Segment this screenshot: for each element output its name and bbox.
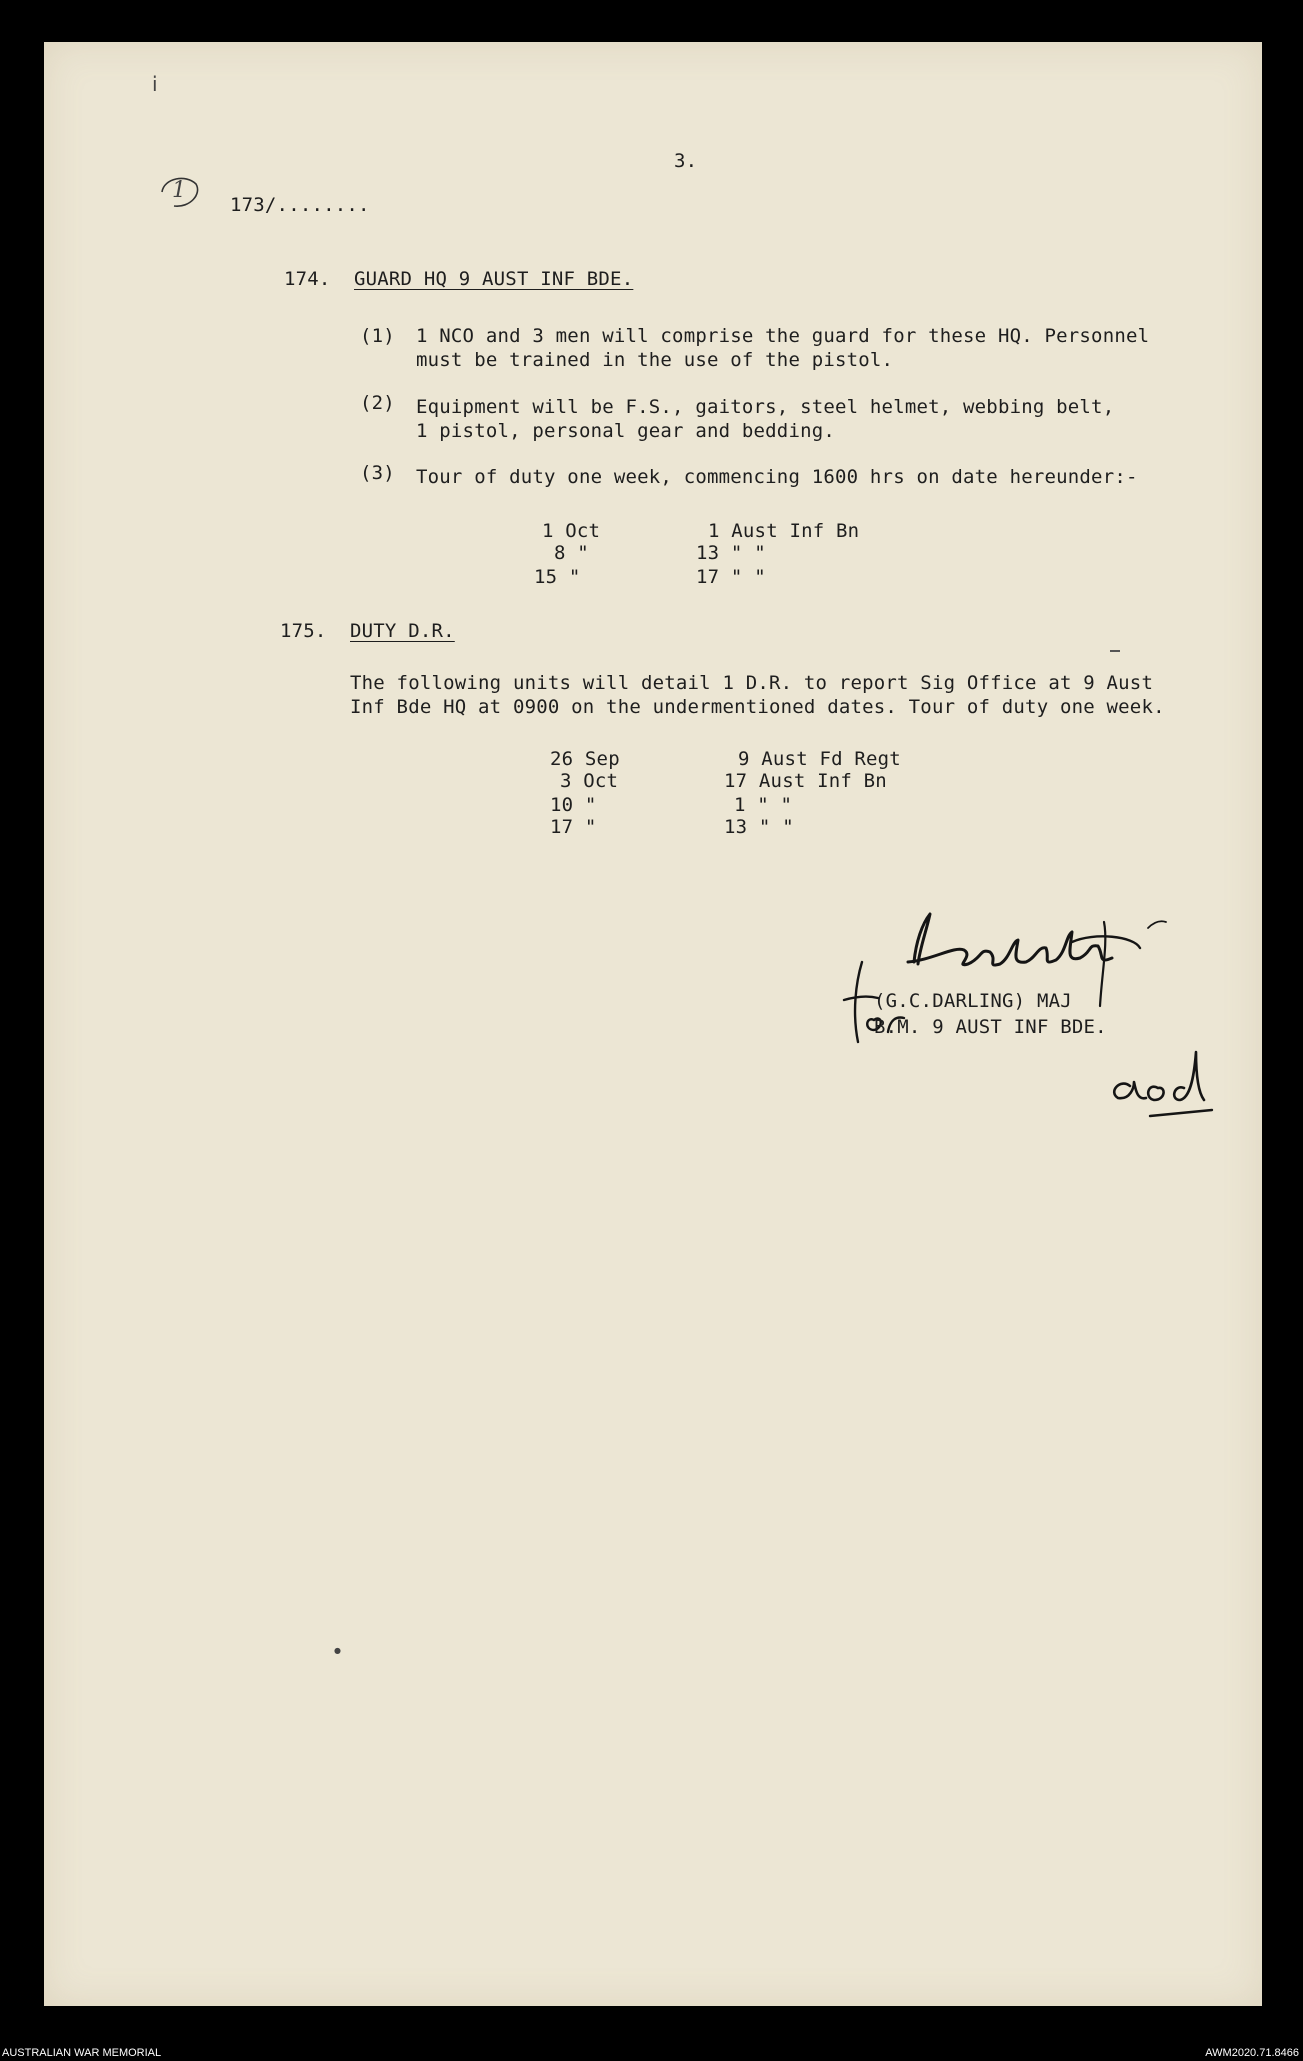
guard-roster-unit: 13 " " (696, 542, 766, 564)
item-2-label: (2) (360, 392, 395, 414)
item-3-label: (3) (360, 462, 395, 484)
stray-dash (1110, 650, 1120, 652)
dr-roster-date: 10 " (550, 794, 597, 816)
document-page (44, 42, 1262, 2006)
item-1-line-2: must be trained in the use of the pistol. (416, 349, 894, 371)
guard-roster-date: 8 " (554, 542, 589, 564)
item-3-line-1: Tour of duty one week, commencing 1600 hrs on date hereunder:- (416, 466, 1138, 488)
section-175-line-1: The following units will detail 1 D.R. to report Sig Office at 9 Aust (350, 672, 1154, 694)
section-175-heading: DUTY D.R. (350, 620, 455, 642)
item-1-label: (1) (360, 325, 395, 347)
dr-roster-date: 3 Oct (560, 770, 619, 792)
margin-tick: ⅰ (152, 72, 158, 96)
section-175-line-2: Inf Bde HQ at 0900 on the undermentioned dates. Tour of duty one week. (350, 696, 1165, 718)
signatory-title: B.M. 9 AUST INF BDE. (874, 1016, 1107, 1038)
footer-accession-number: AWM2020.71.8466 (1205, 2047, 1299, 2059)
margin-mark: 1 (172, 178, 186, 203)
section-174-number: 174. (284, 268, 331, 290)
item-1-line-1: 1 NCO and 3 men will comprise the guard for these HQ. Personnel (416, 325, 1150, 347)
signatory-name: (G.C.DARLING) MAJ (874, 990, 1072, 1012)
guard-roster-date: 15 " (534, 566, 581, 588)
section-175-number: 175. (280, 620, 327, 642)
guard-roster-unit: 1 Aust Inf Bn (708, 520, 860, 542)
stray-dot: ● (334, 1646, 341, 1655)
guard-roster-unit: 17 " " (696, 566, 766, 588)
page-number: 3. (674, 150, 698, 172)
dr-roster-unit: 9 Aust Fd Regt (738, 748, 901, 770)
dr-roster-date: 26 Sep (550, 748, 620, 770)
dr-roster-unit: 17 Aust Inf Bn (724, 770, 887, 792)
guard-roster-date: 1 Oct (542, 520, 601, 542)
section-174-heading: GUARD HQ 9 AUST INF BDE. (354, 268, 634, 290)
item-2-line-2: 1 pistol, personal gear and bedding. (416, 420, 836, 442)
footer-archive-name: AUSTRALIAN WAR MEMORIAL (2, 2047, 162, 2059)
dr-roster-unit: 13 " " (724, 816, 794, 838)
margin-mark-circle-icon (156, 170, 206, 212)
continuation-ref: 173/........ (230, 194, 370, 216)
dr-roster-unit: 1 " " (734, 794, 793, 816)
item-2-line-1: Equipment will be F.S., gaitors, steel helmet, webbing belt, (416, 396, 1115, 418)
dr-roster-date: 17 " (550, 816, 597, 838)
